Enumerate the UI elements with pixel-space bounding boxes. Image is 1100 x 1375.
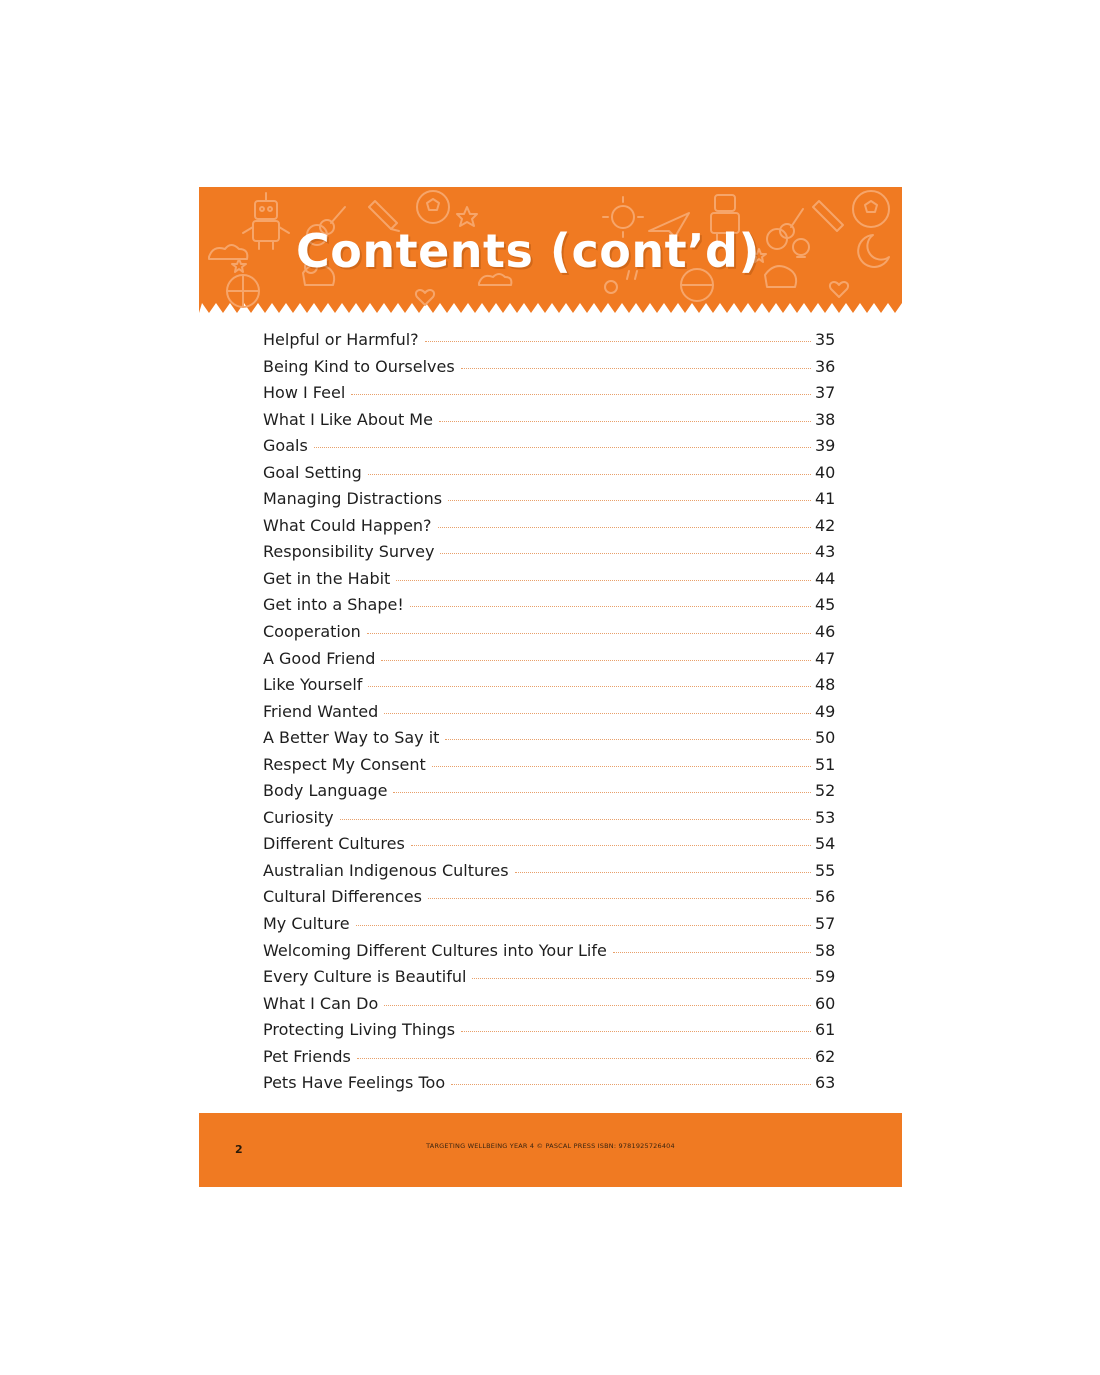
toc-entry-page-number: 62 [815, 1046, 836, 1066]
toc-entry [263, 941, 839, 968]
toc-entry-title: Pet Friends [263, 1046, 351, 1066]
toc-dotted-leader [340, 819, 811, 820]
toc-entry-title: My Culture [263, 914, 350, 934]
toc-dotted-leader [613, 952, 811, 953]
toc-entry-page-number: 40 [815, 462, 836, 482]
toc-entry-title: Australian Indigenous Cultures [263, 860, 509, 880]
toc-entry-page-number: 60 [815, 993, 836, 1013]
toc-entry [263, 808, 839, 835]
toc-dotted-leader [438, 527, 811, 528]
toc-dotted-leader [351, 394, 811, 395]
toc-entry-page-number: 43 [815, 542, 836, 562]
book-page [199, 187, 902, 1187]
toc-entry-page-number: 41 [815, 489, 836, 509]
toc-entry [263, 755, 839, 782]
toc-entry-title: Goal Setting [263, 462, 362, 482]
toc-entry-title: What I Can Do [263, 993, 379, 1013]
toc-dotted-leader [451, 1084, 811, 1085]
footer-page-number: 2 [235, 1143, 243, 1156]
toc-dotted-leader [393, 792, 811, 793]
toc-entry-title: A Better Way to Say it [263, 728, 440, 748]
toc-dotted-leader [368, 686, 811, 687]
toc-entry-page-number: 48 [815, 675, 836, 695]
toc-dotted-leader [384, 713, 811, 714]
toc-entry [263, 516, 839, 543]
toc-entry-page-number: 35 [815, 330, 836, 349]
toc-dotted-leader [440, 553, 811, 554]
toc-dotted-leader [357, 1058, 811, 1059]
toc-entry [263, 994, 839, 1021]
toc-entry [263, 463, 839, 490]
toc-dotted-leader [356, 925, 811, 926]
toc-entry-title: Get in the Habit [263, 568, 391, 588]
toc-entry [263, 436, 839, 463]
toc-entry-title: Every Culture is Beautiful [263, 967, 467, 987]
toc-entry [263, 383, 839, 410]
toc-entry-page-number: 63 [815, 1073, 836, 1093]
toc-entry-page-number: 58 [815, 940, 836, 960]
toc-entry-title: Cooperation [263, 622, 361, 642]
toc-dotted-leader [368, 474, 811, 475]
toc-entry-title: What I Like About Me [263, 409, 433, 429]
toc-entry-title: Being Kind to Ourselves [263, 356, 455, 376]
toc-entry [263, 357, 839, 384]
toc-entry-page-number: 42 [815, 515, 836, 535]
toc-entry-title: Body Language [263, 781, 388, 801]
toc-entry [263, 834, 839, 861]
toc-entry-page-number: 46 [815, 622, 836, 642]
toc-entry [263, 887, 839, 914]
toc-entry-page-number: 38 [815, 409, 836, 429]
toc-entry [263, 1047, 839, 1074]
toc-entry [263, 1073, 839, 1100]
toc-dotted-leader [410, 606, 811, 607]
toc-entry-title: Managing Distractions [263, 489, 443, 509]
toc-entry-title: Curiosity [263, 807, 334, 827]
toc-entry [263, 702, 839, 729]
toc-dotted-leader [515, 872, 811, 873]
toc-entry-title: Different Cultures [263, 834, 405, 854]
toc-entry-page-number: 39 [815, 436, 836, 456]
toc-entry-page-number: 45 [815, 595, 836, 615]
toc-dotted-leader [381, 660, 811, 661]
toc-entry-page-number: 53 [815, 807, 836, 827]
toc-entry [263, 569, 839, 596]
toc-entry-title: Like Yourself [263, 675, 363, 695]
toc-dotted-leader [445, 739, 811, 740]
toc-entry-title: Welcoming Different Cultures into Your Life [263, 940, 607, 960]
toc-entry-page-number: 50 [815, 728, 836, 748]
toc-entry-page-number: 56 [815, 887, 836, 907]
toc-dotted-leader [425, 341, 811, 342]
toc-dotted-leader [439, 421, 811, 422]
toc-dotted-leader [461, 1031, 811, 1032]
toc-entry [263, 728, 839, 755]
toc-dotted-leader [428, 898, 811, 899]
toc-entry [263, 330, 839, 357]
toc-entry [263, 967, 839, 994]
toc-entry [263, 675, 839, 702]
toc-entry-page-number: 51 [815, 754, 836, 774]
contents-header-banner [199, 187, 902, 313]
toc-dotted-leader [448, 500, 811, 501]
toc-entry [263, 542, 839, 569]
page-footer [199, 1113, 902, 1187]
toc-dotted-leader [461, 368, 811, 369]
toc-entry [263, 1020, 839, 1047]
toc-entry-page-number: 55 [815, 860, 836, 880]
toc-entry-page-number: 47 [815, 648, 836, 668]
toc-dotted-leader [314, 447, 811, 448]
page-title: Contents (cont’d) [296, 224, 760, 278]
table-of-contents [263, 330, 839, 1100]
toc-entry [263, 649, 839, 676]
toc-entry-title: Protecting Living Things [263, 1020, 456, 1040]
toc-entry [263, 595, 839, 622]
toc-dotted-leader [367, 633, 811, 634]
toc-entry-page-number: 61 [815, 1020, 836, 1040]
toc-entry-title: Get into a Shape! [263, 595, 404, 615]
toc-entry [263, 410, 839, 437]
toc-entry-page-number: 44 [815, 568, 836, 588]
toc-entry-title: Pets Have Feelings Too [263, 1073, 446, 1093]
toc-entry-page-number: 59 [815, 967, 836, 987]
toc-entry-title: Helpful or Harmful? [263, 330, 419, 349]
toc-entry-page-number: 57 [815, 914, 836, 934]
toc-entry-title: What Could Happen? [263, 515, 432, 535]
toc-dotted-leader [472, 978, 811, 979]
toc-dotted-leader [411, 845, 811, 846]
toc-entry [263, 914, 839, 941]
toc-entry-page-number: 36 [815, 356, 836, 376]
toc-entry [263, 781, 839, 808]
toc-entry-title: Respect My Consent [263, 754, 426, 774]
toc-entry-title: Cultural Differences [263, 887, 422, 907]
toc-entry [263, 489, 839, 516]
toc-dotted-leader [432, 766, 811, 767]
toc-entry-title: A Good Friend [263, 648, 376, 668]
toc-entry-title: Friend Wanted [263, 701, 379, 721]
toc-entry-title: Goals [263, 436, 308, 456]
toc-entry-page-number: 37 [815, 383, 836, 403]
toc-entry-title: How I Feel [263, 383, 346, 403]
toc-entry-page-number: 54 [815, 834, 836, 854]
toc-dotted-leader [396, 580, 811, 581]
toc-entry-page-number: 52 [815, 781, 836, 801]
toc-entry [263, 861, 839, 888]
toc-dotted-leader [384, 1005, 811, 1006]
toc-entry [263, 622, 839, 649]
toc-entry-title: Responsibility Survey [263, 542, 435, 562]
footer-copyright: TARGETING WELLBEING YEAR 4 © PASCAL PRESS ISBN: 9781925726404 [426, 1142, 675, 1150]
toc-entry-page-number: 49 [815, 701, 836, 721]
